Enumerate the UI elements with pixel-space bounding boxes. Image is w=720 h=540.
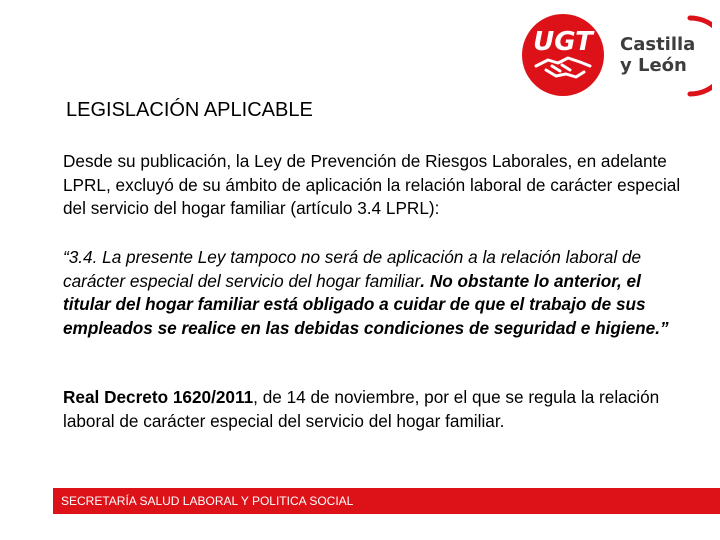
region-line1: Castilla [620, 34, 696, 55]
footer-bar [53, 488, 720, 514]
ugt-brand-text: UGT [533, 27, 593, 57]
decree-description: , de 14 de noviembre, por el que se regula la relación laboral de carácter especial del servicio del hogar familiar. [63, 387, 660, 431]
intro-paragraph: Desde su publicación, la Ley de Prevención de Riesgos Laborales, en adelante LPRL, excluyó de su ámbito de aplicación la relación laboral de carácter especial del servicio del hogar familiar (artículo 3.4 LPRL): [63, 151, 681, 218]
decree-reference: Real Decreto 1620/2011 [63, 387, 254, 407]
ugt-castilla-leon-logo [522, 14, 710, 98]
logo-arc [686, 14, 712, 98]
footer-label: SECRETARÍA SALUD LABORAL Y POLITICA SOCIAL [61, 494, 354, 508]
law-quote [63, 246, 683, 340]
ugt-emblem [522, 14, 604, 96]
region-name [620, 34, 695, 76]
quote-part1: “3.4. La presente Ley tampoco no será de aplicación a la relación laboral de carácter especial del servicio del hogar familiar [63, 247, 642, 291]
quote-part2: . No obstante lo anterior, el titular del hogar familiar está obligado a cuidar de que el trabajo de sus empleados se realice en las debidas condiciones de seguridad e higiene.” [63, 270, 669, 338]
decree-paragraph [63, 386, 703, 433]
region-line2: y León [620, 55, 687, 76]
handshake-icon [536, 58, 590, 77]
slide-title: LEGISLACIÓN APLICABLE [66, 99, 313, 121]
ugt-logo-circle [522, 14, 604, 96]
